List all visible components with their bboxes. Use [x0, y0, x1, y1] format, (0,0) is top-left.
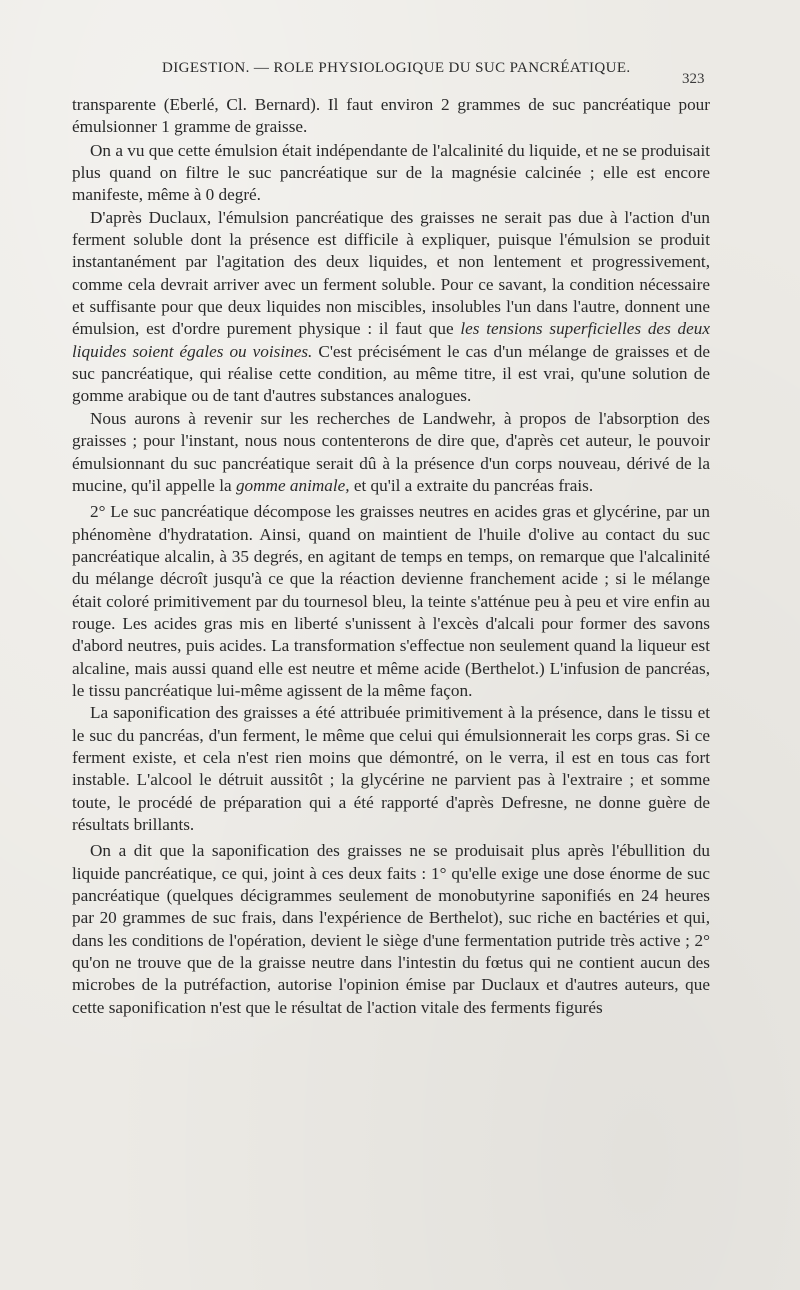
- paragraph-4-italic: gomme animale,: [235, 475, 350, 495]
- paragraph-4-text-a: Nous aurons à revenir sur les recherches de Landwehr, à propos de l'absorption des graisses ; pour l'instant, nous nous contenterons de dire que, d'après cet auteur, le pouvoir émulsionnant du suc pancréatique serait dû à la présence d'un corps nouveau, dérivé de la mucine, qu'il appelle la: [72, 408, 710, 495]
- running-title: DIGESTION. — ROLE PHYSIOLOGIQUE DU SUC PANCRÉATIQUE.: [162, 60, 631, 76]
- paragraph-3-italic: les tensions superficielles des deux liquides soient égales ou voisines.: [72, 319, 710, 361]
- paragraph-3: [72, 207, 710, 408]
- paragraph-7: On a dit que la saponification des graisses ne se produisait plus après l'ébullition du liquide pancréatique, ce qui, joint à ces deux faits : 1° qu'elle exige une dose énorme de suc pancréatique (quelques décigrammes seulement de monobutyrine saponifiés en 24 heures par 20 grammes de suc frais, dans l'expérience de Berthelot), suc riche en bactéries et qui, dans les conditions de l'opération, devient le siège d'une fermentation putride très active ; 2° qu'on ne trouve que de la graisse neutre dans l'intestin du fœtus qui ne contient aucun des microbes de la putréfaction, autorise l'opinion émise par Duclaux et d'autres auteurs, que cette saponification n'est que le résultat de l'action vitale des ferments figurés: [72, 841, 710, 1017]
- paragraph-4: [72, 408, 710, 497]
- paragraph-5: 2° Le suc pancréatique décompose les graisses neutres en acides gras et glycérine, par un phénomène d'hydratation. Ainsi, quand on maintient de l'huile d'olive au contact du suc pancréatique alcalin, à 35 degrés, en agitant de temps en temps, on remarque que l'alcalinité du mélange décroît jusqu'à ce que la réaction devienne franchement acide ; si le mélange était coloré primitivement par du tournesol bleu, la teinte s'atténue peu à peu et vire enfin au rouge. Les acides gras mis en liberté s'unissent à l'excès d'alcali pour former des savons d'abord neutres, puis acides. La transformation s'effectue non seulement quand la liqueur est alcaline, mais aussi quand elle est neutre et même acide (Berthelot.) L'infusion de pancréas, le tissu pancréatique lui-même agissent de la même façon.: [72, 502, 710, 700]
- paragraph-3-text-b: C'est précisément le cas d'un mélange de graisses et de suc pancréatique, qui réalise cette condition, au même titre, il est vrai, qu'une solution de gomme arabique ou de tant d'autres substances analogues.: [72, 341, 710, 406]
- paragraph-4-text-b: et qu'il a extraite du pancréas frais.: [349, 475, 594, 495]
- paragraph-1: transparente (Eberlé, Cl. Bernard). Il faut environ 2 grammes de suc pancréatique pour émulsionner 1 gramme de graisse.: [72, 95, 710, 137]
- paragraph-2: On a vu que cette émulsion était indépendante de l'alcalinité du liquide, et ne se produisait plus quand on filtre le suc pancréatique sur de la magnésie calcinée ; elle est encore manifeste, même à 0 degré.: [72, 140, 710, 205]
- paragraph-3-text-a: D'après Duclaux, l'émulsion pancréatique des graisses ne serait pas due à l'action d'un ferment soluble dont la présence est difficile à expliquer, puisque l'émulsion se produit instantanément par l'agitation des deux liquides, et non lentement et progressivement, comme cela devrait arriver avec un ferment soluble. Pour ce savant, la condition nécessaire et suffisante pour que deux liquides non miscibles, insolubles l'un dans l'autre, donnent une émulsion, est d'ordre purement physique : il faut que: [72, 207, 710, 339]
- paragraph-6: La saponification des graisses a été attribuée primitivement à la présence, dans le tissu et le suc du pancréas, d'un ferment, le même que celui qui émulsionnerait les corps gras. Si ce ferment existe, et cela n'est rien moins que démontré, on le verra, il est en tous cas fort instable. L'alcool le détruit aussitôt ; la glycérine ne parvient pas à l'extraire ; et somme toute, le procédé de préparation qui a été rapporté d'après Defresne, ne donne guère de résultats brillants.: [72, 703, 710, 834]
- page-number: 323: [682, 71, 705, 87]
- body-text: [72, 94, 710, 1019]
